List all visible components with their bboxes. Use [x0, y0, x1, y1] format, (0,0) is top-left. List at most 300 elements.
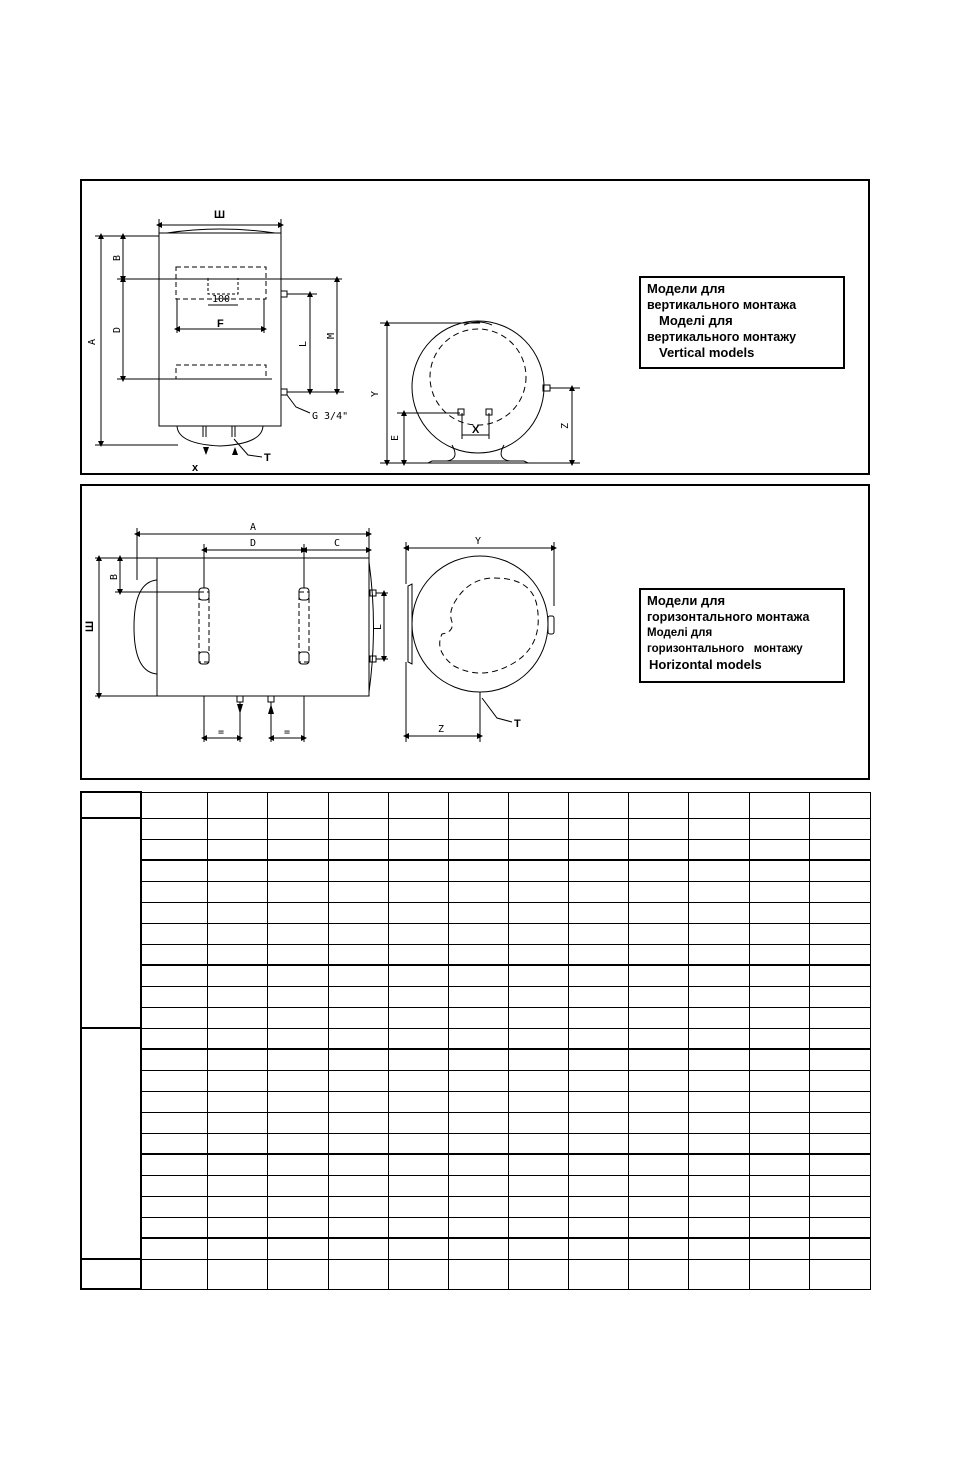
- table-cell: [448, 1133, 508, 1154]
- label-Y-side: Y: [370, 390, 381, 397]
- heater-bottom-dashed: [176, 365, 266, 379]
- table-cell: [388, 1091, 448, 1112]
- table-cell: [569, 1028, 629, 1049]
- table-cell: [809, 965, 870, 986]
- table-cell: [141, 860, 208, 881]
- label-A-h: A: [250, 522, 257, 533]
- table-cell: [141, 986, 208, 1007]
- label-T-h: T: [514, 718, 521, 730]
- table-cell: [629, 1238, 689, 1259]
- table-cell: [328, 902, 388, 923]
- table-cell: [508, 965, 568, 986]
- table-cell: [689, 944, 749, 965]
- table-cell: [208, 986, 268, 1007]
- table-cell: [328, 818, 388, 839]
- label-Y-h: Y: [475, 536, 482, 547]
- table-cell: [268, 881, 328, 902]
- table-cell: [448, 1049, 508, 1070]
- table-cell: [629, 1112, 689, 1133]
- table-cell: [268, 1049, 328, 1070]
- table-cell: [508, 1091, 568, 1112]
- table-cell: [208, 965, 268, 986]
- label-A: A: [87, 338, 98, 345]
- table-cell: [809, 839, 870, 860]
- legend-line-1: Модели для: [647, 281, 726, 296]
- table-cell: [388, 923, 448, 944]
- table-cell: [141, 944, 208, 965]
- table-cell: [388, 1154, 448, 1175]
- table-row: [81, 1112, 871, 1133]
- table-cell: [689, 1217, 749, 1238]
- table-cell: [569, 1112, 629, 1133]
- table-cell: [629, 1217, 689, 1238]
- table-row: [81, 1238, 871, 1259]
- table-cell: [141, 1133, 208, 1154]
- table-cell: [508, 902, 568, 923]
- table-cell: [141, 1091, 208, 1112]
- table-cell: [689, 1133, 749, 1154]
- vertical-models-panel: [80, 179, 870, 475]
- table-cell: [569, 818, 629, 839]
- table-cell: [689, 792, 749, 818]
- table-cell: [268, 965, 328, 986]
- table-cell: [208, 881, 268, 902]
- table-cell: [689, 1175, 749, 1196]
- table-cell: [689, 1259, 749, 1289]
- label-Z-h: Z: [438, 724, 445, 735]
- table-cell: [508, 923, 568, 944]
- table-cell: [208, 1259, 268, 1289]
- table-cell: [328, 839, 388, 860]
- table-cell: [448, 1196, 508, 1217]
- table-cell: [448, 1217, 508, 1238]
- table-cell: [208, 944, 268, 965]
- table-cell: [629, 1007, 689, 1028]
- table-cell: [388, 1007, 448, 1028]
- table-cell: [448, 881, 508, 902]
- table-cell: [809, 1175, 870, 1196]
- table-row: [81, 965, 871, 986]
- table-row: [81, 1049, 871, 1070]
- table-cell: [448, 1112, 508, 1133]
- table-cell: [141, 1175, 208, 1196]
- table-cell: [208, 1238, 268, 1259]
- table-group-cell: [81, 1028, 141, 1259]
- table-cell: [268, 1259, 328, 1289]
- table-cell: [448, 1028, 508, 1049]
- table-cell: [749, 1196, 809, 1217]
- table-cell: [508, 1259, 568, 1289]
- table-cell: [328, 792, 388, 818]
- table-cell: [508, 1028, 568, 1049]
- table-cell: [141, 1070, 208, 1091]
- table-cell: [388, 818, 448, 839]
- label-L-h: L: [373, 623, 384, 630]
- table-cell: [268, 1196, 328, 1217]
- table-cell: [141, 792, 208, 818]
- table-cell: [268, 1091, 328, 1112]
- table-cell: [689, 986, 749, 1007]
- table-cell: [569, 986, 629, 1007]
- table-cell: [749, 860, 809, 881]
- table-cell: [448, 944, 508, 965]
- table-cell: [569, 881, 629, 902]
- table-cell: [809, 902, 870, 923]
- table-row: [81, 902, 871, 923]
- table-cell: [388, 965, 448, 986]
- label-thread: G 3/4": [312, 411, 349, 422]
- table-cell: [809, 986, 870, 1007]
- table-cell: [569, 839, 629, 860]
- table-cell: [809, 1259, 870, 1289]
- table-cell: [508, 1133, 568, 1154]
- table-cell: [569, 944, 629, 965]
- table-cell: [328, 1133, 388, 1154]
- table-cell: [689, 1196, 749, 1217]
- table-cell: [388, 860, 448, 881]
- label-C-h: C: [334, 538, 341, 549]
- table-cell: [448, 860, 508, 881]
- table-cell: [749, 1028, 809, 1049]
- table-cell: [388, 1133, 448, 1154]
- tank-side-inner-dashed: [430, 329, 526, 425]
- legend-line-3: Моделі для: [659, 313, 733, 328]
- legend-h-line-5: Horizontal models: [649, 657, 762, 672]
- legend-line-5: Vertical models: [659, 345, 755, 360]
- table-cell: [809, 1049, 870, 1070]
- label-eq-1: =: [218, 727, 225, 738]
- table-cell: [749, 1238, 809, 1259]
- dimensions-table-body: [81, 792, 871, 1289]
- label-Z: Z: [560, 422, 571, 429]
- table-cell: [328, 1007, 388, 1028]
- table-cell: [629, 944, 689, 965]
- table-cell: [629, 1133, 689, 1154]
- table-cell: [809, 1112, 870, 1133]
- table-cell: [508, 1007, 568, 1028]
- table-cell: [268, 792, 328, 818]
- table-cell: [749, 1217, 809, 1238]
- table-cell: [208, 1133, 268, 1154]
- table-cell: [328, 1049, 388, 1070]
- table-cell: [569, 902, 629, 923]
- table-cell: [268, 839, 328, 860]
- table-cell: [208, 1196, 268, 1217]
- table-cell: [689, 1238, 749, 1259]
- table-cell: [328, 1091, 388, 1112]
- label-width-h: Ш: [84, 620, 96, 632]
- table-cell: [208, 839, 268, 860]
- table-cell: [749, 881, 809, 902]
- table-cell: [448, 1259, 508, 1289]
- table-cell: [141, 923, 208, 944]
- table-cell: [208, 902, 268, 923]
- legend-h-line-3: Моделі для: [647, 627, 713, 639]
- table-cell: [689, 923, 749, 944]
- table-cell: [508, 860, 568, 881]
- table-group-cell: [81, 1259, 141, 1289]
- table-cell: [508, 1112, 568, 1133]
- table-row: [81, 1028, 871, 1049]
- table-cell: [268, 1028, 328, 1049]
- table-cell: [749, 986, 809, 1007]
- table-cell: [689, 1154, 749, 1175]
- table-cell: [629, 986, 689, 1007]
- table-cell: [388, 1049, 448, 1070]
- table-cell: [629, 902, 689, 923]
- table-cell: [809, 860, 870, 881]
- table-cell: [328, 1112, 388, 1133]
- table-cell: [141, 881, 208, 902]
- table-cell: [388, 1217, 448, 1238]
- table-cell: [508, 986, 568, 1007]
- table-row: [81, 986, 871, 1007]
- table-cell: [208, 1112, 268, 1133]
- table-row: [81, 944, 871, 965]
- vertical-legend-box: [639, 276, 845, 369]
- table-cell: [141, 1238, 208, 1259]
- table-cell: [208, 1028, 268, 1049]
- table-cell: [208, 1154, 268, 1175]
- table-cell: [328, 860, 388, 881]
- table-cell: [689, 1112, 749, 1133]
- table-cell: [208, 1070, 268, 1091]
- table-cell: [448, 1070, 508, 1091]
- table-cell: [328, 881, 388, 902]
- table-cell: [328, 1154, 388, 1175]
- legend-h-line-4: горизонтального монтажу: [647, 643, 803, 655]
- table-cell: [749, 902, 809, 923]
- table-cell: [448, 986, 508, 1007]
- table-cell: [508, 1217, 568, 1238]
- table-cell: [448, 902, 508, 923]
- table-cell: [569, 1196, 629, 1217]
- table-cell: [689, 1028, 749, 1049]
- table-cell: [569, 860, 629, 881]
- label-F: F: [217, 318, 224, 330]
- table-cell: [508, 818, 568, 839]
- table-cell: [689, 1091, 749, 1112]
- tank-horizontal-side-circle: [412, 556, 548, 692]
- label-E: E: [390, 434, 401, 441]
- table-cell: [569, 1238, 629, 1259]
- table-row: [81, 923, 871, 944]
- table-cell: [448, 818, 508, 839]
- table-cell: [328, 1238, 388, 1259]
- table-cell: [508, 1238, 568, 1259]
- table-cell: [268, 1112, 328, 1133]
- table-cell: [388, 902, 448, 923]
- label-eq-2: =: [284, 727, 291, 738]
- table-cell: [448, 965, 508, 986]
- table-cell: [569, 1154, 629, 1175]
- table-cell: [569, 1070, 629, 1091]
- table-cell: [268, 1217, 328, 1238]
- table-cell: [448, 1238, 508, 1259]
- label-width: Ш: [214, 209, 226, 221]
- table-cell: [689, 965, 749, 986]
- legend-h-line-2: горизонтального монтажа: [647, 610, 810, 624]
- table-cell: [749, 1259, 809, 1289]
- table-cell: [629, 1154, 689, 1175]
- table-cell: [208, 1217, 268, 1238]
- table-cell: [208, 818, 268, 839]
- table-row: [81, 1259, 871, 1289]
- table-cell: [141, 1217, 208, 1238]
- table-row: [81, 1133, 871, 1154]
- table-cell: [689, 1007, 749, 1028]
- table-cell: [569, 923, 629, 944]
- table-cell: [141, 965, 208, 986]
- table-cell: [268, 860, 328, 881]
- table-cell: [388, 839, 448, 860]
- table-row: [81, 1091, 871, 1112]
- table-cell: [569, 1175, 629, 1196]
- table-cell: [809, 1196, 870, 1217]
- table-row: [81, 792, 871, 818]
- table-cell: [809, 881, 870, 902]
- table-cell: [388, 1238, 448, 1259]
- table-cell: [388, 944, 448, 965]
- label-T-front: T: [264, 452, 271, 464]
- table-cell: [629, 923, 689, 944]
- table-row: [81, 818, 871, 839]
- table-row: [81, 881, 871, 902]
- table-cell: [448, 1091, 508, 1112]
- legend-line-4: вертикального монтажу: [647, 330, 797, 344]
- table-group-cell: [81, 818, 141, 1028]
- table-cell: [268, 1154, 328, 1175]
- label-L: L: [298, 340, 309, 347]
- table-cell: [328, 1175, 388, 1196]
- table-cell: [629, 839, 689, 860]
- label-100: 100: [212, 294, 231, 305]
- table-cell: [508, 1175, 568, 1196]
- table-cell: [328, 923, 388, 944]
- table-cell: [268, 1238, 328, 1259]
- table-cell: [328, 944, 388, 965]
- table-cell: [388, 1112, 448, 1133]
- table-cell: [268, 1070, 328, 1091]
- table-cell: [809, 1217, 870, 1238]
- table-cell: [689, 881, 749, 902]
- table-cell: [809, 944, 870, 965]
- table-cell: [569, 792, 629, 818]
- table-cell: [749, 1133, 809, 1154]
- table-cell: [629, 792, 689, 818]
- table-cell: [208, 1049, 268, 1070]
- table-cell: [448, 1007, 508, 1028]
- table-cell: [749, 1154, 809, 1175]
- table-cell: [208, 1007, 268, 1028]
- table-cell: [141, 1196, 208, 1217]
- table-cell: [749, 1091, 809, 1112]
- table-cell: [569, 1007, 629, 1028]
- table-cell: [388, 986, 448, 1007]
- table-cell: [689, 902, 749, 923]
- table-cell: [328, 1196, 388, 1217]
- table-cell: [141, 902, 208, 923]
- table-cell: [689, 1070, 749, 1091]
- tank-bottom-cap: [177, 426, 263, 446]
- legend-h-line-1: Модели для: [647, 593, 726, 608]
- table-cell: [809, 1028, 870, 1049]
- table-cell: [388, 881, 448, 902]
- table-cell: [809, 1091, 870, 1112]
- table-cell: [388, 1196, 448, 1217]
- table-cell: [208, 792, 268, 818]
- table-cell: [508, 1070, 568, 1091]
- table-cell: [809, 818, 870, 839]
- table-cell: [809, 1133, 870, 1154]
- table-row: [81, 1175, 871, 1196]
- table-cell: [141, 1007, 208, 1028]
- table-cell: [141, 818, 208, 839]
- table-cell: [208, 1091, 268, 1112]
- table-row: [81, 860, 871, 881]
- table-cell: [629, 818, 689, 839]
- table-cell: [448, 1154, 508, 1175]
- table-cell: [569, 1091, 629, 1112]
- label-X-side: X: [472, 424, 480, 436]
- table-cell: [749, 1049, 809, 1070]
- table-cell: [268, 986, 328, 1007]
- table-cell: [268, 1175, 328, 1196]
- table-cell: [268, 902, 328, 923]
- table-row: [81, 1154, 871, 1175]
- table-cell: [141, 1154, 208, 1175]
- table-cell: [208, 1175, 268, 1196]
- table-cell: [448, 923, 508, 944]
- table-cell: [809, 1238, 870, 1259]
- table-cell: [749, 792, 809, 818]
- dimensions-table: [80, 791, 871, 1290]
- table-cell: [508, 1196, 568, 1217]
- table-cell: [749, 1007, 809, 1028]
- table-cell: [508, 944, 568, 965]
- table-cell: [268, 923, 328, 944]
- table-cell: [388, 1070, 448, 1091]
- table-row: [81, 1196, 871, 1217]
- horizontal-models-panel: [80, 484, 870, 780]
- table-cell: [809, 1007, 870, 1028]
- table-row: [81, 1217, 871, 1238]
- table-cell: [809, 1154, 870, 1175]
- table-cell: [689, 839, 749, 860]
- table-cell: [448, 792, 508, 818]
- table-cell: [629, 1175, 689, 1196]
- table-cell: [268, 818, 328, 839]
- table-cell: [689, 860, 749, 881]
- table-cell: [268, 944, 328, 965]
- table-row: [81, 1007, 871, 1028]
- table-cell: [629, 1091, 689, 1112]
- table-cell: [508, 1049, 568, 1070]
- table-row: [81, 1070, 871, 1091]
- table-cell: [141, 1049, 208, 1070]
- table-cell: [749, 1175, 809, 1196]
- table-cell: [141, 839, 208, 860]
- legend-line-2: вертикального монтажа: [647, 298, 797, 312]
- table-cell: [569, 1049, 629, 1070]
- label-M: M: [326, 332, 337, 339]
- tank-horizontal-body: [157, 558, 369, 696]
- table-cell: [388, 1028, 448, 1049]
- table-cell: [749, 839, 809, 860]
- table-cell: [809, 1070, 870, 1091]
- table-cell: [629, 881, 689, 902]
- table-cell: [328, 1028, 388, 1049]
